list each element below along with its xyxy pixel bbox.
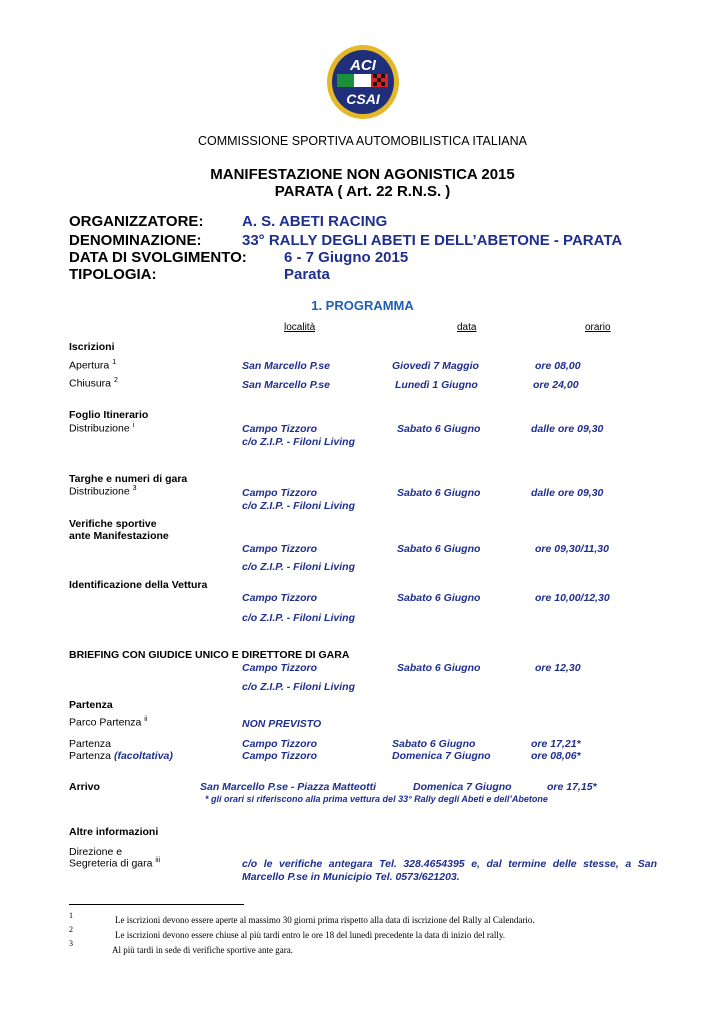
svg-text:CSAI: CSAI	[346, 91, 380, 107]
apertura-date: Giovedì 7 Maggio	[392, 360, 479, 372]
column-time: orario	[585, 322, 611, 333]
altre-label2: Segreteria di gara $^{iii}$	[69, 857, 161, 870]
verifiche-time: ore 09,30/11,30	[535, 543, 609, 555]
footnote-separator	[69, 904, 244, 905]
parco-value: NON PREVISTO	[242, 718, 322, 730]
targhe-place: Campo Tizzoro	[242, 487, 318, 499]
arrivo-place: San Marcello P.se - Piazza Matteotti	[200, 781, 377, 793]
commission-name: COMMISSIONE SPORTIVA AUTOMOBILISTICA ITALIANA	[197, 134, 527, 148]
arrivo-time: ore 17,15*	[547, 781, 597, 793]
partenza2-time: ore 08,06*	[531, 750, 581, 762]
identificazione-place2: c/o Z.I.P. - Filoni Living	[242, 612, 355, 624]
identificazione-place: Campo Tizzoro	[242, 592, 318, 604]
arrivo-date: Domenica 7 Giugno	[413, 781, 512, 793]
type-key: TIPOLOGIA:	[69, 266, 157, 283]
footnote-1-number: 1	[69, 911, 73, 920]
partenza1-label: Partenza	[69, 738, 112, 750]
altre-label1: Direzione e	[69, 846, 123, 858]
apertura-label: Apertura $^1$	[69, 359, 117, 372]
name-value: 33° RALLY DEGLI ABETI E DELL’ABETONE - PARATA	[242, 232, 623, 249]
briefing-place: Campo Tizzoro	[242, 662, 318, 674]
footnote-1-text: Le iscrizioni devono essere aperte al massimo 30 giorni prima rispetto alla data di iscrizione del Rally al Calendario.	[115, 915, 535, 925]
identificazione-title: Identificazione della Vettura	[69, 579, 208, 591]
column-date: data	[457, 322, 477, 333]
partenza1-date: Sabato 6 Giugno	[392, 738, 476, 750]
chiusura-date: Lunedì 1 Giugno	[395, 379, 478, 391]
verifiche-date: Sabato 6 Giugno	[397, 543, 481, 555]
altre-text: c/o le verifiche antegara Tel. 328.4654395 e, dal termine delle stesse, a San Marcello P.se in Municipio Tel. 0573/621203.	[242, 858, 657, 883]
verifiche-title: Verifiche sportive	[69, 518, 157, 530]
targhe-title: Targhe e numeri di gara	[69, 473, 188, 485]
footnote-2-number: 2	[69, 925, 73, 934]
targhe-place2: c/o Z.I.P. - Filoni Living	[242, 500, 355, 512]
foglio-date: Sabato 6 Giugno	[397, 423, 481, 435]
chiusura-place: San Marcello P.se	[242, 379, 330, 391]
footnote-2-text: Le iscrizioni devono essere chiuse al più tardi entro le ore 18 del lunedì precedente la data di inizio del rally.	[115, 930, 506, 940]
date-value: 6 - 7 Giugno 2015	[284, 249, 409, 266]
arrivo-label: Arrivo	[69, 781, 100, 793]
organizer-key: ORGANIZZATORE:	[69, 213, 204, 230]
foglio-label: Distribuzione $^i$	[69, 422, 135, 435]
partenza2-place: Campo Tizzoro	[242, 750, 318, 762]
chiusura-time: ore 24,00	[533, 379, 579, 391]
partenza1-place: Campo Tizzoro	[242, 738, 318, 750]
partenza2-date: Domenica 7 Giugno	[392, 750, 491, 762]
chiusura-label: Chiusura $^2$	[69, 377, 118, 390]
briefing-time: ore 12,30	[535, 662, 581, 674]
iscrizioni-title: Iscrizioni	[69, 341, 115, 353]
organizer-value: A. S. ABETI RACING	[242, 213, 388, 230]
foglio-time: dalle ore 09,30	[531, 423, 604, 435]
foglio-place: Campo Tizzoro	[242, 423, 318, 435]
targhe-date: Sabato 6 Giugno	[397, 487, 481, 499]
apertura-time: ore 08,00	[535, 360, 581, 372]
verifiche-title2: ante Manifestazione	[69, 530, 169, 542]
parco-label: Parco Partenza $^{ii}$	[69, 716, 148, 729]
verifiche-place2: c/o Z.I.P. - Filoni Living	[242, 561, 355, 573]
partenza1-time: ore 17,21*	[531, 738, 581, 750]
column-place: località	[284, 322, 316, 333]
type-value: Parata	[284, 266, 330, 283]
arrivo-note: * gli orari si riferiscono alla prima vettura del 33° Rally degli Abeti e dell’Abetone	[205, 794, 548, 804]
event-subtitle: PARATA ( Art. 22 R.N.S. )	[274, 183, 451, 200]
altre-title: Altre informazioni	[69, 826, 159, 838]
briefing-date: Sabato 6 Giugno	[397, 662, 481, 674]
briefing-title: BRIEFING CON GIUDICE UNICO E DIRETTORE DI GARA	[69, 649, 350, 661]
foglio-place2: c/o Z.I.P. - Filoni Living	[242, 436, 355, 448]
date-key: DATA DI SVOLGIMENTO:	[69, 249, 247, 266]
identificazione-date: Sabato 6 Giugno	[397, 592, 481, 604]
partenza2-label: Partenza (facoltativa)	[69, 750, 173, 762]
targhe-time: dalle ore 09,30	[531, 487, 604, 499]
section-title: 1. PROGRAMMA	[311, 298, 414, 313]
partenza-title: Partenza	[69, 699, 113, 711]
briefing-place2: c/o Z.I.P. - Filoni Living	[242, 681, 355, 693]
svg-text:ACI: ACI	[350, 57, 376, 74]
identificazione-time: ore 10,00/12,30	[535, 592, 610, 604]
footnote-3-text: Al più tardi in sede di verifiche sportive ante gara.	[112, 945, 293, 955]
verifiche-place: Campo Tizzoro	[242, 543, 318, 555]
aci-csai-logo	[326, 44, 400, 120]
targhe-label: Distribuzione $^3$	[69, 485, 137, 498]
name-key: DENOMINAZIONE:	[69, 232, 202, 249]
foglio-title: Foglio Itinerario	[69, 409, 149, 421]
footnote-3-number: 3	[69, 939, 73, 948]
event-title: MANIFESTAZIONE NON AGONISTICA 2015	[210, 166, 515, 183]
apertura-place: San Marcello P.se	[242, 360, 330, 372]
